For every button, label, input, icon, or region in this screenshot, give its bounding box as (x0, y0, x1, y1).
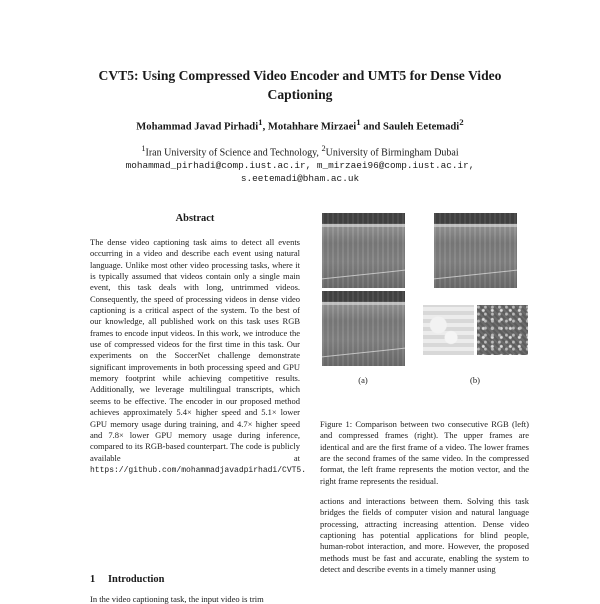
email-line-1: mohammad_pirhadi@comp.iust.ac.ir, m_mirzaei96@comp.iust.ac.ir, (125, 160, 475, 172)
affiliation-line (40, 142, 560, 159)
author-2-sup: 1 (356, 117, 361, 127)
author-separator: , (262, 121, 268, 133)
figure-compressed-frame-1 (434, 213, 517, 288)
code-url-link[interactable]: https://github.com/mohammadjavadpirhadi/CVT5. (90, 465, 307, 475)
section-number: 1 (90, 574, 96, 585)
affiliation-1: Iran University of Science and Technology, (145, 147, 322, 159)
author-1-sup: 1 (258, 117, 263, 127)
affiliations (40, 142, 560, 185)
author-list (40, 117, 560, 133)
title-line-1: CVT5: Using Compressed Video Encoder and UMT5 for Dense Video (98, 68, 502, 83)
right-column-text: actions and interactions between them. Solving this task bridges the fields of computer vision and natural language processing, attracting increasing attention. Dense video captioning has potential applications for blind people, human-robot interaction, and more. However, the proposed methods must be fast and accurate, enabling the system to detect and describe events in a timely manner using (320, 496, 529, 575)
abstract-heading: Abstract (175, 213, 215, 224)
figure-rgb-frame-2 (322, 291, 405, 366)
abstract-text: The dense video captioning task aims to detect all events occurring in a video and describe each event using natural language. Unlike most other video processing tasks, where it is typically assumed that videos contain only a single main event, this task deals with long, untrimmed videos. Consequently, the speed of processing videos in dense video captioning is a critical aspect of the system. To the best of our knowledge, all published work on this task uses RGB frames to encode input videos. In this work, we introduce the use of compressed videos for the first time in this task. Our experiments on the SoccerNet challenge demonstrate significant improvements in both processing speed and GPU memory footprint while achieving competitive results. Additionally, we leverage multilingual transcripts, which seems to be effective. The encoder in our proposed method achieves approximately 5.4× higher speed and 5.1× lower GPU memory usage during training, and 4.7× higher speed and 7.8× lower GPU memory usage during inference, compared to its RGB-based counterpart. The code is publicly available at (90, 237, 300, 463)
paper-title (60, 66, 540, 104)
figure-caption: Figure 1: Comparison between two consecutive RGB (left) and compressed frames (right). The upper frames are identical and are the first frame of a video. The lower frames are the second frames of the same video. In the compressed format, the left frame represents the motion vector, and the right frame represents the residual. (320, 419, 529, 486)
section-title: Introduction (108, 574, 165, 585)
section-heading-introduction (90, 574, 300, 585)
affiliation-2: University of Birmingham Dubai (325, 147, 459, 159)
author-3-sup: 2 (459, 117, 464, 127)
author-3-name: Sauleh Eetemadi (383, 121, 460, 133)
title-line-2: Captioning (267, 87, 333, 102)
affiliation-2-sup: 2 (321, 144, 326, 153)
email-line-2: s.eetemadi@bham.ac.uk (240, 173, 360, 185)
intro-first-line: In the video captioning task, the input video is trim (90, 594, 264, 604)
abstract-body (90, 237, 307, 476)
figure-rgb-frame-1 (322, 213, 405, 288)
author-1-name: Mohammad Javad Pirhadi (136, 121, 259, 133)
figure-motion-vector (423, 305, 474, 355)
figure-label-b: (b) (470, 375, 480, 385)
figure-label-a: (a) (358, 375, 368, 385)
figure-residual (477, 305, 528, 355)
affiliation-1-sup: 1 (141, 144, 146, 153)
author-2-name: Motahhare Mirzaei (267, 121, 357, 133)
author-and: and (360, 121, 384, 133)
